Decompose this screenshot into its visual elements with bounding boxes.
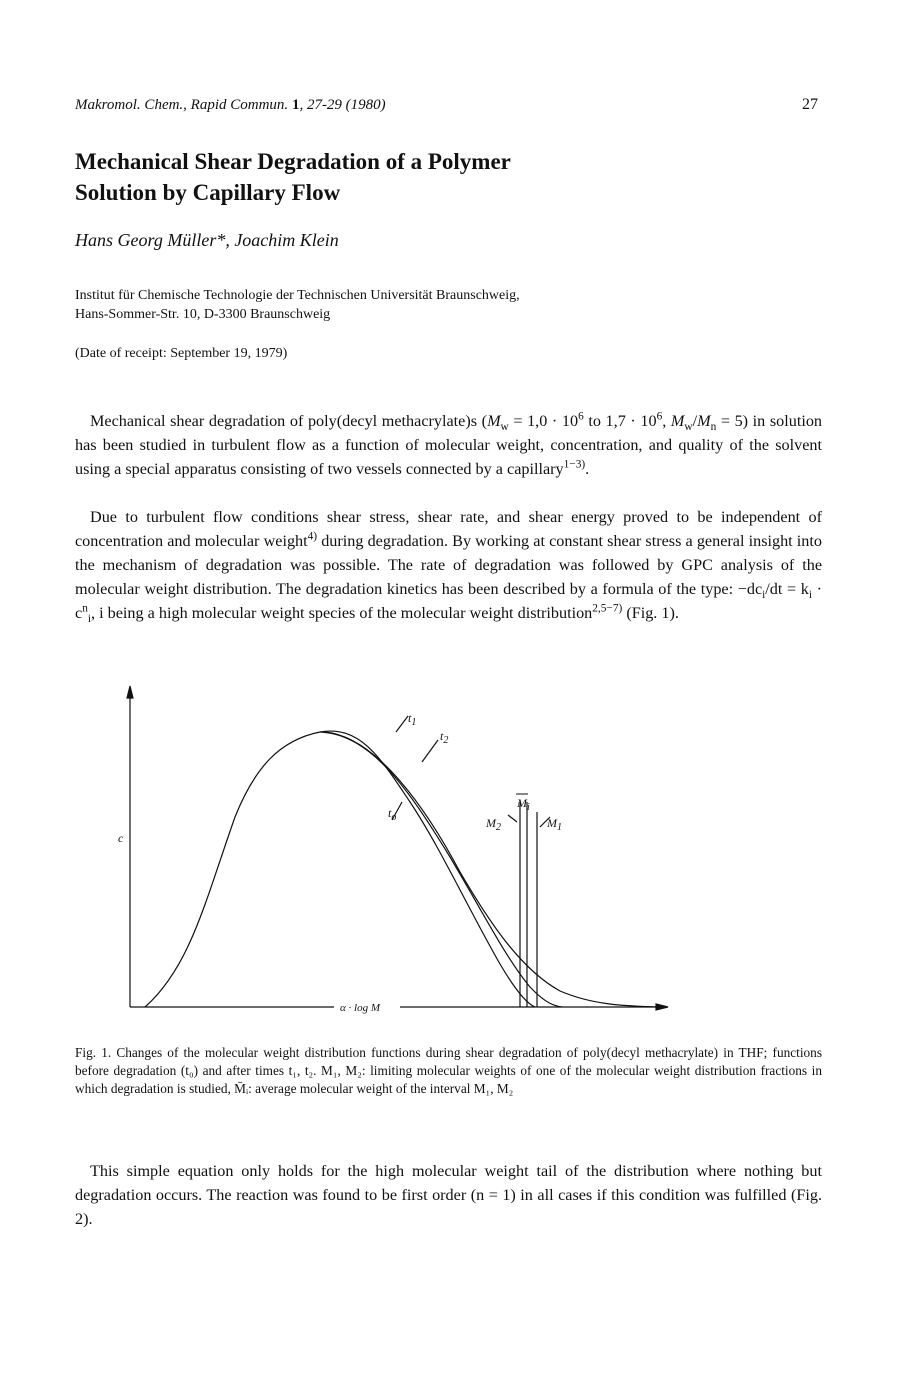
label-t1: $t_1$ [408, 711, 417, 728]
y-label: c [118, 831, 124, 845]
figure-1-diagram [110, 682, 690, 1022]
label-t2: $t_2$ [440, 729, 449, 746]
x-label: α · log M [340, 1002, 380, 1014]
curve-t2 [325, 732, 658, 1007]
paragraph-2: Due to turbulent flow conditions shear stress, shear rate, and shear energy proved to be independent of concentration and molecular weight$^{4)}$ during degradation. By working at constant shear stress a general insight into the mechanism of degradation was possible. The rate of degradation was followed by GPC analysis of the molecular weight distribution. The degradation kinetics has been described by a formula of the type: $-dc_i/dt = k_i \cdot c^n_i$, i being a high molecular weight species of the molecular weight distribution$^{2,5-7)}$ (Fig. 1). [75, 508, 823, 626]
curve-t0 [145, 731, 535, 1007]
leader-t1 [396, 716, 408, 732]
label-t0: $t_o$ [388, 806, 397, 823]
paper-title: Mechanical Shear Degradation of a Polymer Solution by Capillary Flow [75, 149, 511, 205]
receipt-date: (Date of receipt: September 19, 1979) [75, 346, 288, 361]
affiliation: Institut für Chemische Technologie der Technischen Universität Braunschweig, Hans-Sommer-Str. 10, D-3300 Braunschweig [75, 288, 520, 322]
leader-t2 [422, 740, 438, 762]
leader-M2 [508, 815, 517, 822]
paragraph-3: This simple equation only holds for the high molecular weight tail of the distribution where nothing but degradation occurs. The reaction was found to be first order (n = 1) in all cases if this condition was fulfilled (Fig. 2). [75, 1162, 822, 1228]
journal-citation: Makromol. Chem., Rapid Commun. 1, 27-29 (1980) [75, 97, 386, 113]
paragraph-1: Mechanical shear degradation of poly(decyl methacrylate)s ($M_w = 1,0 \cdot 10^6$ to $1,7 \cdot 10^6$, $M_w/M_n = 5$) in solution has been studied in turbulent flow as a function of molecular weight, concentration, and quality of the solvent using a special apparatus consisting of two vessels connected by a capillary$^{1-3)}$. [75, 410, 823, 478]
authors: Hans Georg Müller*, Joachim Klein [75, 230, 339, 250]
page-number: 27 [802, 96, 818, 113]
curve-t1 [320, 732, 562, 1007]
label-Mi: $M_i$ [517, 796, 530, 813]
label-M1: $M_1$ [547, 816, 562, 833]
y-axis-arrowhead [127, 686, 133, 698]
figure-caption: Fig. 1. Changes of the molecular weight distribution functions during shear degradation of poly(decyl methacrylate) in THF; functions before degradation (t₀) and after times t₁, t₂. M₁, M₂: limiting molecular weights of one of the molecular weight distribution fractions in which degradation is studied, M̄ᵢ: average molecular weight of the interval M₁, M₂ [75, 1045, 822, 1096]
label-M2: $M_2$ [486, 816, 501, 833]
